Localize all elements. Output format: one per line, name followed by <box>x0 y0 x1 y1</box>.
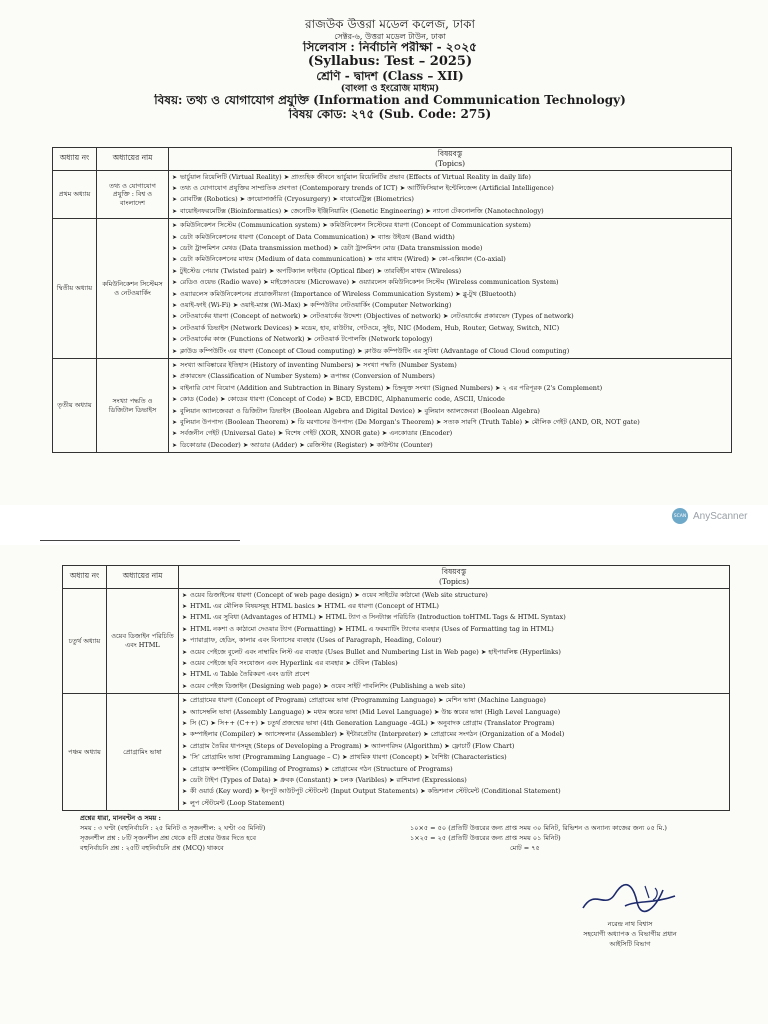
topic-item: ➤ HTML নকশা ও কাঠামো দেওয়ার ট্যাগ (Formatting) ➤ HTML এ ফরম্যাটিং ট্যাগের ব্যবহার (Uses of Formatting tag in HTML) <box>182 624 726 635</box>
chapter-name-header: অধ্যায়ের নাম <box>97 148 169 171</box>
topic-item: ➤ ক্লাউড কম্পিউটিং এর ধারণা (Concept of Cloud computing) ➤ ক্লাউড কম্পিউটিং এর সুবিধা (Advantage of Cloud Cloud computing) <box>172 346 728 357</box>
scanner-watermark <box>672 508 747 524</box>
chapter-topics <box>169 170 732 219</box>
syllabus-page-1 <box>0 0 768 505</box>
topic-item: ➤ নেটওয়ার্কের ধারণা (Concept of network) ➤ নেটওয়ার্কের উদ্দেশ্য (Objectives of network) ➤ নেটওয়ার্কের প্রকারভেদ (Types of network) <box>172 311 728 322</box>
chapter-name: তথ্য ও যোগাযোগ প্রযুক্তি : বিশ্ব ও বাংলাদেশ <box>97 170 169 219</box>
topic-item: ➤ সর্বজনীন গেইট (Universal Gate) ➤ বিশেষ গেইট (XOR, XNOR gate) ➤ এনকোডার (Encoder) <box>172 428 728 439</box>
table-header-row <box>63 566 730 589</box>
chapter-number: প্রথম অধ্যায় <box>53 170 97 219</box>
chapter-name: কমিউনিকেশন সিস্টেমস ও নেটওয়ার্কিং <box>97 219 169 359</box>
topic-item: ➤ ওয়েব পেইজ ডিজাইন (Designing web page) ➤ ওয়েব সাইট পাবলিশিং (Publishing a web site) <box>182 681 726 692</box>
topics-header-en: (Topics) <box>438 576 470 586</box>
topic-item: ➤ নেটওয়ার্ক ডিভাইস (Network Devices) ➤ মডেম, হাব, রাউটার, গেটওয়ে, সুইচ, NIC (Modem, Hub, Router, Getway, Switch, NIC) <box>172 323 728 334</box>
topic-item: ➤ প্যারাগ্রাফ, হেডিং, কালার এবং বিন্যাসের ব্যবহার (Uses of Paragraph, Heading, Colour) <box>182 635 726 646</box>
chapter-number: চতুর্থ অধ্যায় <box>63 588 107 694</box>
chapter-name: সংখ্যা পদ্ধতি ও ডিজিটাল ডিভাইস <box>97 359 169 453</box>
syllabus-table-1 <box>52 147 732 453</box>
topic-item: ➤ কমিউনিকেশন সিস্টেম (Communication system) ➤ কমিউনিকেশন সিস্টেমের ধারণা (Concept of Communication system) <box>172 220 728 231</box>
college-address: সেক্টর-৬, উত্তরা মডেল টাউন, ঢাকা <box>334 31 446 41</box>
topic-item: ➤ বুলিয়ান উপপাদ্য (Boolean Theorem) ➤ ডি মরগানের উপপাদ্য (De Morgan's Theorem) ➤ সত্যক সারণি (Truth Table) ➤ মৌলিক গেইট (AND, OR, NOT gate) <box>172 417 728 428</box>
table-row <box>63 694 730 811</box>
syllabus-table-2 <box>62 565 730 811</box>
table-header-row <box>53 148 732 171</box>
topic-item: ➤ ওয়েব পেইজে বুলেট এবং নাম্বারিং লিস্ট এর ব্যবহার (Uses Bullet and Numbering List in Web page) ➤ হাইপারলিঙ্ক (Hyperlinks) <box>182 647 726 658</box>
syllabus-page-2 <box>0 545 768 1024</box>
chapter-number: দ্বিতীয় অধ্যায় <box>53 219 97 359</box>
topic-item: ➤ বায়োইনফরমেটিক্স (Bioinformatics) ➤ জেনেটিক ইঞ্জিনিয়ারিং (Genetic Engineering) ➤ ন্যানো টেকনোলজি (Nanotechnology) <box>172 206 728 217</box>
table-row <box>53 170 732 219</box>
medium-label: (বাংলা ও ইংরেজি মাধ্যম) <box>340 83 440 94</box>
topic-item: ➤ প্রোগ্রামের ধারণা (Concept of Program) প্রোগ্রামের ভাষা (Programming Language) ➤ মেশিন ভাষা (Machine Language) <box>182 695 726 706</box>
chapter-name: প্রোগ্রামিং ভাষা <box>107 694 179 811</box>
topic-item: ➤ HTML এ Table তৈরিকরণ এবং ডাটা প্রবেশ <box>182 669 726 680</box>
page-divider <box>40 540 240 541</box>
topic-item: ➤ ডিকোডার (Decoder) ➤ অ্যাডার (Adder) ➤ রেজিস্টার (Register) ➤ কাউন্টার (Counter) <box>172 440 728 451</box>
chapter-number: পঞ্চম অধ্যায় <box>63 694 107 811</box>
signatory-title: সহযোগী অধ্যাপক ও বিভাগীয় প্রধান <box>583 930 677 938</box>
exam-time: সময় : ৩ ঘণ্টা (বহুনির্বাচনি : ২৫ মিনিট ও সৃজনশীল: ২ ঘণ্টা ৩৫ মিনিট) <box>80 824 266 832</box>
table-row <box>53 359 732 453</box>
topic-item: ➤ কম্পাইলার (Compiler) ➤ অ্যাসেম্বলার (Assembler) ➤ ইন্টারপ্রেটার (Interpreter) ➤ প্রোগ্রামের সংগঠন (Organization of a Model) <box>182 729 726 740</box>
topic-item: ➤ বুলিয়ান অ্যালজেবরা ও ডিজিটাল ডিভাইস (Boolean Algebra and Digital Device) ➤ বুলিয়ান অ্যালজেবরা (Boolean Algebra) <box>172 406 728 417</box>
topic-item: ➤ ডেটা ট্রান্সমিশন মেথড (Data transmission method) ➤ ডেটা ট্রান্সমিশন মোড (Data transmission mode) <box>172 243 728 254</box>
topic-item: ➤ ডেটা কমিউনিকেশনের ধারণা (Concept of Data Communication) ➤ ব্যান্ড উইডথ (Band width) <box>172 232 728 243</box>
exam-pattern-title: প্রশ্নের ধারা, মানবণ্টন ও সময় : <box>80 814 161 822</box>
topic-item: ➤ তথ্য ও যোগাযোগ প্রযুক্তির সাম্প্রতিক প্রবণতা (Contemporary trends of ICT) ➤ আর্টিফিসিয়াল ইন্টেলিজেন্স (Artificial Intelligence) <box>172 183 728 194</box>
topic-item: ➤ প্রোগ্রাম তৈরির ধাপসমূহ (Steps of Developing a Program) ➤ অ্যালগরিদম (Algorithm) ➤ ফ্লোচার্ট (Flow Chart) <box>182 741 726 752</box>
signature-block <box>555 880 705 949</box>
signatory-name: নরেন্দ্র নাথ বিশ্বাস <box>607 920 653 928</box>
topics-header <box>169 148 732 171</box>
topics-header-en: (Topics) <box>434 158 466 168</box>
chapter-name-header: অধ্যায়ের নাম <box>107 566 179 589</box>
topic-item: ➤ ওয়্যারলেস কমিউনিকেশনের প্রয়োজনীয়তা (Importance of Wireless Communication System) ➤ ব্লু-টুথ (Bluetooth) <box>172 289 728 300</box>
signature-mark <box>575 880 685 916</box>
document-header <box>60 18 720 122</box>
topic-item: ➤ HTML এর মৌলিক বিষয়সমূহ HTML basics ➤ HTML এর ধারণা (Concept of HTML) <box>182 601 726 612</box>
class-label: শ্রেণি - দ্বাদশ (Class – XII) <box>316 69 464 83</box>
marks-distribution <box>410 823 730 853</box>
marks-mcq: ১×২৫ = ২৫ (প্রতিটি উত্তরের জন্য প্রাপ্ত সময় ০১ মিনিট) <box>410 834 561 842</box>
syllabus-title-en: (Syllabus: Test – 2025) <box>307 54 473 69</box>
topic-item: ➤ ওয়াই-ফাই (Wi-Fi) ➤ ওয়াই-ম্যাক্স (Wi-Max) ➤ কম্পিউটার নেটওয়ার্কিং (Computer Networking) <box>172 300 728 311</box>
topics-header <box>179 566 730 589</box>
chapter-topics <box>179 694 730 811</box>
table-row <box>63 588 730 694</box>
scanner-logo-icon: SCAN <box>672 508 688 524</box>
topic-item: ➤ বাইনারি যোগ বিয়োগ (Addition and Subtraction in Binary System) ➤ চিহ্নযুক্ত সংখ্যা (Signed Numbers) ➤ ২ এর পরিপূরক (2's Complement) <box>172 383 728 394</box>
chapter-no-header: অধ্যায় নং <box>53 148 97 171</box>
topic-item: ➤ লুপ স্টেটমেন্ট (Loop Statement) <box>182 798 726 809</box>
topic-item: ➤ HTML এর সুবিধা (Advantages of HTML) ➤ HTML ট্যাগ ও সিনট্যাক্স পরিচিতি (Introduction toHTML Tags & HTML Syntax) <box>182 612 726 623</box>
topic-item: ➤ কোড (Code) ➤ কোডের ধারণা (Concept of Code) ➤ BCD, EBCDIC, Alphanumeric code, ASCII, Unicode <box>172 394 728 405</box>
topic-item: ➤ সি (C) ➤ সি++ (C++) ➤ চতুর্থ প্রজন্মের ভাষা (4th Generation Language -4GL) ➤ অনুবাদক প্রোগ্রাম (Translator Program) <box>182 718 726 729</box>
topic-item: ➤ সংখ্যা আবিষ্কারের ইতিহাস (History of inventing Numbers) ➤ সংখ্যা পদ্ধতি (Number System) <box>172 360 728 371</box>
table-row <box>53 219 732 359</box>
topic-item: ➤ প্রোগ্রাম কম্পাইলিং (Compiling of Programs) ➤ প্রোগ্রামের গঠন (Structure of Programs) <box>182 764 726 775</box>
subject-label: বিষয়: তথ্য ও যোগাযোগ প্রযুক্তি (Information and Communication Technology) <box>154 94 626 108</box>
topic-item: ➤ ডেটা টাইপ (Types of Data) ➤ ধ্রুবক (Constant) ➤ চলক (Varibles) ➤ রাশিমালা (Expressions) <box>182 775 726 786</box>
exam-mcq: বহুনির্বাচনি প্রশ্ন : ২৫টি বহুনির্বাচনি প্রশ্ন (MCQ) থাকবে <box>80 844 224 852</box>
topic-item: ➤ অ্যাসেম্বলি ভাষা (Assembly Language) ➤ মধ্যম স্তরের ভাষা (Mid Level Language) ➤ উচ্চ স্তরের ভাষা (High Level Language) <box>182 707 726 718</box>
exam-creative: সৃজনশীল প্রশ্ন : ৮টি সৃজনশীল প্রশ্ন থেকে ৫টি প্রশ্নের উত্তর দিতে হবে <box>80 834 256 842</box>
college-name: রাজউক উত্তরা মডেল কলেজ, ঢাকা <box>305 18 475 31</box>
signatory-department: আইসিটি বিভাগ <box>609 940 651 948</box>
scanner-label: AnyScanner <box>693 510 748 522</box>
chapter-topics <box>169 219 732 359</box>
topic-item: ➤ ওয়েব পেইজে ছবি সংযোজন এবং Hyperlink এর ব্যবহার ➤ টেবিল (Tables) <box>182 658 726 669</box>
topic-item: ➤ ভার্চুয়াল রিয়েলিটি (Virtual Reality) ➤ প্রাত্যহিক জীবনে ভার্চুয়াল রিয়েলিটির প্রভাব (Effects of Virtual Reality in daily life) <box>172 172 728 183</box>
topic-item: ➤ নেটওয়ার্কের কাজ (Functions of Network) ➤ নেটওয়ার্ক টপোলজি (Network topology) <box>172 334 728 345</box>
chapter-no-header: অধ্যায় নং <box>63 566 107 589</box>
topic-item: ➤ রোবটিক্স (Robotics) ➤ ক্রায়োসার্জারি (Cryosurgery) ➤ বায়োমেট্রিক্স (Biometrics) <box>172 194 728 205</box>
chapter-number: তৃতীয় অধ্যায় <box>53 359 97 453</box>
topic-item: ➤ রেডিও ওয়েভ (Radio wave) ➤ মাইক্রোওয়েভ (Microwave) ➤ ওয়্যারলেস কমিউনিকেশন সিস্টেম (Wireless communication System) <box>172 277 728 288</box>
chapter-topics <box>179 588 730 694</box>
chapter-topics <box>169 359 732 453</box>
syllabus-title-bn: সিলেবাস : নির্বাচনি পরীক্ষা - ২০২৫ <box>303 40 477 54</box>
marks-total: মোট = ৭৫ <box>510 844 540 852</box>
subject-code: বিষয় কোড: ২৭৫ (Sub. Code: 275) <box>288 108 492 122</box>
topic-item: ➤ 'সি' প্রোগ্রামিং ভাষা (Programming Language – C) ➤ প্রাথমিক ধারণা (Concept) ➤ বৈশিষ্ট্য (Characteristics) <box>182 752 726 763</box>
chapter-name: ওয়েব ডিজাইন পরিচিতি এবং HTML <box>107 588 179 694</box>
topics-header-bn: বিষয়বস্তু <box>441 567 467 576</box>
topic-item: ➤ ওয়েব ডিজাইনের ধারণা (Concept of web page design) ➤ ওয়েব সাইটের কাঠামো (Web site structure) <box>182 590 726 601</box>
topic-item: ➤ প্রকারভেদ (Classification of Number System) ➤ রূপান্তর (Conversion of Numbers) <box>172 371 728 382</box>
topic-item: ➤ ডেটা কমিউনিকেশনের মাধ্যম (Medium of data communication) ➤ তার মাধ্যম (Wired) ➤ কো-এক্সিয়াল (Co-axial) <box>172 254 728 265</box>
topics-header-bn: বিষয়বস্তু <box>437 149 463 158</box>
topic-item: ➤ টুইস্টেড পেয়ার (Twisted pair) ➤ অপটিক্যাল ফাইবার (Optical fiber) ➤ তারবিহীন মাধ্যম (Wireless) <box>172 266 728 277</box>
marks-creative: ১০×৫ = ৫০ (প্রতিটি উত্তরের জন্য প্রাপ্ত সময় ৩০ মিনিট, রিভিশন ও অন্যান্য কাজের জন্য ০৫ মি.) <box>410 824 667 832</box>
topic-item: ➤ কী ওয়ার্ড (Key word) ➤ ইনপুট আউটপুট স্টেটমেন্ট (Input Output Statements) ➤ কন্ডিশনাল স্টেটমেন্ট (Conditional Statement) <box>182 786 726 797</box>
